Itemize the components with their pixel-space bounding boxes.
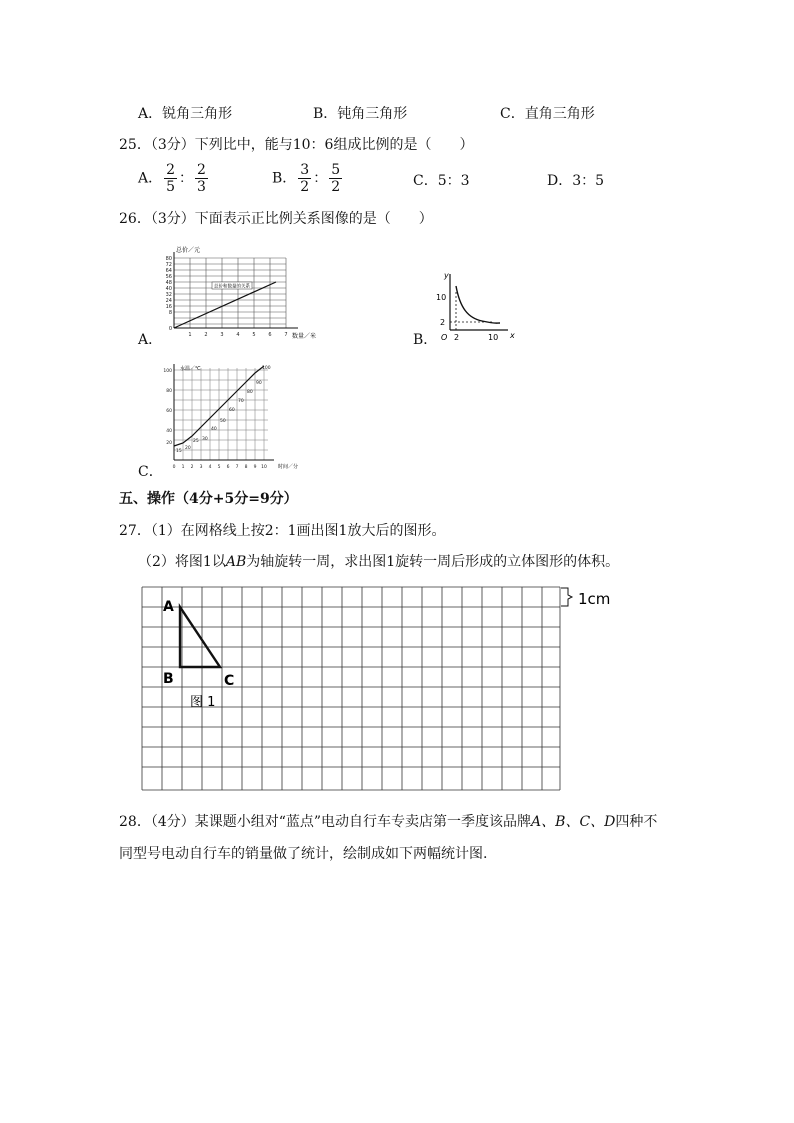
graph-a-xtick: 6: [268, 332, 272, 338]
graph-c-point-label: 100: [262, 366, 271, 371]
q25-option-a: A． $\frac{2}{5}$ ： $\frac{2}{3}$: [138, 162, 206, 195]
vertex-a-label: A: [163, 599, 174, 615]
graph-c-point-label: 40: [211, 427, 217, 432]
graph-b-ytick: 10: [436, 293, 447, 302]
graph-b-ylabel: y: [444, 271, 449, 280]
figure-1-label: 图 1: [190, 695, 216, 710]
q24-option-c: C．直角三角形: [500, 106, 595, 122]
graph-c-xtick: 1: [181, 465, 185, 470]
graph-c-point-label: 25: [193, 439, 199, 444]
graph-c-xtick: 7: [235, 465, 239, 470]
graph-c-xtick: 10: [261, 465, 267, 470]
graph-c-point-label: 90: [256, 381, 262, 386]
triangle-figure-1: [180, 607, 220, 667]
graph-a-xlabel: 数量／米: [292, 333, 317, 340]
graph-c-ytick: 80: [166, 389, 172, 394]
graph-a-ytick: 24: [165, 298, 172, 304]
graph-c-point-label: 20: [185, 446, 191, 451]
graph-b-ytick: 2: [440, 318, 446, 327]
graph-c-point-label: 70: [238, 399, 244, 404]
graph-a-xtick: 7: [284, 332, 288, 338]
graph-b-xlabel: x: [510, 331, 515, 340]
graph-c-xlabel: 时间／分: [278, 464, 299, 470]
graph-c-point-label: 50: [220, 419, 226, 424]
graph-a-ytick: 48: [165, 280, 172, 286]
q26-stem: 26．（3分）下面表示正比例关系图像的是（ ）: [119, 211, 433, 227]
graph-a-ytick: 64: [165, 268, 172, 274]
graph-c-xticks: [173, 464, 267, 470]
graph-c-point-label: 80: [247, 390, 253, 395]
graph-c-yticks: [163, 368, 172, 446]
q24-option-a: A．锐角三角形: [138, 106, 233, 122]
fraction: $\frac{2}{3}$: [197, 162, 206, 195]
graph-a-xtick: 5: [252, 332, 256, 338]
graph-a-ytick: 16: [165, 304, 172, 310]
graph-a-xtick: 4: [236, 332, 240, 338]
graph-a-ytick: 32: [165, 292, 172, 298]
graph-c-xtick: 0: [172, 465, 176, 470]
graph-a-legend: 总价和数量的关系: [214, 284, 250, 290]
graph-b-xtick: 10: [488, 333, 499, 342]
graph-a-ytick: 80: [165, 256, 172, 262]
graph-c-ylabel: 水温／℃: [180, 366, 201, 372]
graph-c-xtick: 2: [190, 465, 194, 470]
scale-label: 1cm: [578, 590, 611, 608]
graph-c-xtick: 6: [226, 465, 230, 470]
fraction: $\frac{2}{5}$: [166, 162, 176, 195]
graph-b-curve: [456, 286, 500, 323]
graph-a: [158, 244, 328, 344]
scale-brace: [561, 588, 572, 606]
graph-c-xtick: 5: [217, 465, 221, 470]
graph-a-ytick: 40: [165, 286, 172, 292]
graph-c-point-label: 15: [176, 449, 182, 454]
graph-a-xtick: 3: [220, 332, 224, 338]
fraction: $\frac{5}{2}$: [331, 162, 341, 195]
grid-lines: [142, 587, 560, 790]
graph-c-xtick: 8: [244, 465, 248, 470]
graph-a-xticks: [188, 332, 287, 338]
q27-part1: 27．（1）在网格线上按2：1画出图1放大后的图形。: [119, 523, 446, 539]
q26-label-a: A．: [138, 332, 163, 348]
q28-line1: 28．（4分）某课题小组对“蓝点”电动自行车专卖店第一季度该品牌A、B、C、D四种不: [119, 814, 658, 830]
graph-c-point-labels: [176, 365, 271, 454]
graph-c-ytick: 60: [166, 409, 172, 414]
vertex-c-label: C: [224, 673, 235, 689]
graph-b-origin: O: [441, 333, 448, 342]
vertex-b-label: B: [163, 671, 174, 687]
graph-a-ylabel: 总价／元: [176, 247, 201, 254]
graph-c-point-label: 30: [202, 437, 208, 442]
graph-c-xtick: 4: [208, 465, 212, 470]
graph-c-xtick: 3: [199, 465, 203, 470]
graph-c-ytick: 20: [166, 441, 172, 446]
section-title: 五、操作（4分+5分=9分）: [119, 491, 298, 507]
graph-a-ytick: 0: [168, 326, 172, 332]
q28-line2: 同型号电动自行车的销量做了统计，绘制成如下两幅统计图.: [119, 846, 488, 862]
graph-c: [158, 360, 303, 475]
graph-c-point-label: 60: [229, 408, 235, 413]
q25-option-d: D．3：5: [547, 173, 605, 189]
graph-a-xtick: 2: [204, 332, 208, 338]
q25-option-c: C．5：3: [413, 173, 470, 189]
q25-stem: 25．（3分）下列比中，能与10：6组成比例的是（ ）: [119, 137, 474, 153]
graph-b: [432, 268, 522, 343]
drawing-grid[interactable]: [140, 585, 640, 797]
q27-part2: （2）将图1以AB为轴旋转一周，求出图1旋转一周后形成的立体图形的体积。: [138, 554, 620, 570]
graph-a-ytick: 8: [168, 310, 172, 316]
graph-b-xtick: 2: [454, 333, 460, 342]
graph-c-ytick: 40: [166, 429, 172, 434]
graph-a-ytick: 56: [165, 274, 172, 280]
fraction: $\frac{3}{2}$: [300, 162, 310, 195]
graph-a-ytick: 72: [165, 262, 172, 268]
q26-label-c: C．: [138, 464, 163, 480]
q25-option-b: B． $\frac{3}{2}$ ： $\frac{5}{2}$: [272, 162, 341, 195]
q24-option-b: B．钝角三角形: [313, 106, 408, 122]
q26-label-b: B．: [413, 332, 438, 348]
graph-a-xtick: 1: [188, 332, 192, 338]
graph-a-grid: [174, 258, 286, 328]
graph-a-yticks: [166, 256, 172, 332]
graph-c-ytick: 100: [163, 369, 172, 374]
graph-c-xtick: 9: [253, 465, 257, 470]
